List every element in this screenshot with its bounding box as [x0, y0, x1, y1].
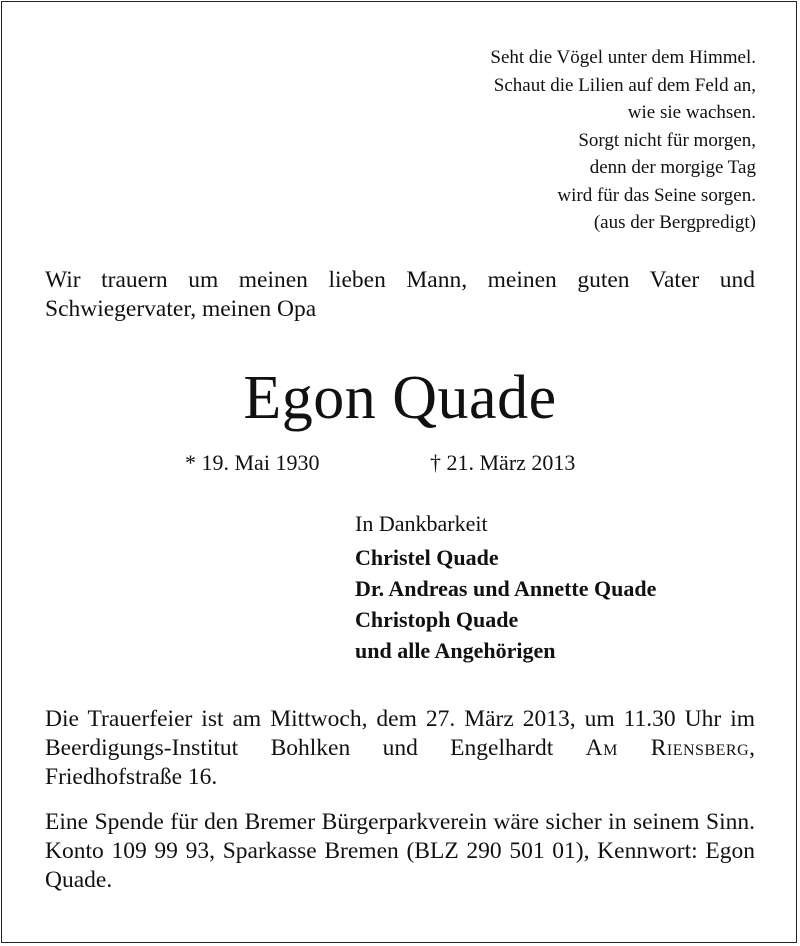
gratitude-line: In Dankbarkeit: [355, 511, 488, 536]
bible-verse: [490, 44, 756, 237]
death-date: † 21. März 2013: [430, 450, 576, 475]
verse-line: Seht die Vögel unter dem Himmel.: [490, 47, 756, 68]
verse-line: Schaut die Lilien auf dem Feld an,: [493, 74, 756, 96]
donation-info: Eine Spende für den Bremer Bürgerparkverein wäre sicher in seinem Sinn. Konto 109 99 93, Sparkasse Bremen (BLZ 290 501 01), Kennwort: Egon Quade.: [45, 809, 755, 893]
funeral-text: Die Trauerfeier ist am Mittwoch, dem 27. März 2013, um 11.30 Uhr im Beerdigungs-Institut Bohlken und Engelhardt: [45, 706, 755, 761]
mourner-name: und alle Angehörigen: [355, 638, 556, 663]
birth-date: * 19. Mai 1930: [185, 450, 320, 475]
verse-source: (aus der Bergpredigt): [593, 212, 756, 233]
deceased-name: Egon Quade: [243, 364, 557, 432]
mourning-intro: Wir trauern um meinen lieben Mann, meinen guten Vater und Schwiegervater, meinen Opa: [45, 267, 755, 322]
mourner-name: Christel Quade: [355, 545, 499, 570]
mourner-name: Christoph Quade: [355, 607, 519, 632]
mourners-list: [355, 542, 656, 666]
mourner-name: Dr. Andreas und Annette Quade: [355, 576, 657, 601]
funeral-place: Am Riensberg: [585, 735, 750, 761]
verse-line: denn der morgige Tag: [589, 157, 756, 178]
funeral-address: , Friedhofstraße 16.: [45, 735, 755, 790]
verse-line: wird für das Seine sorgen.: [557, 184, 756, 206]
funeral-info: [45, 705, 755, 792]
verse-line: Sorgt nicht für morgen,: [578, 129, 756, 151]
verse-line: wie sie wachsen.: [627, 102, 756, 123]
